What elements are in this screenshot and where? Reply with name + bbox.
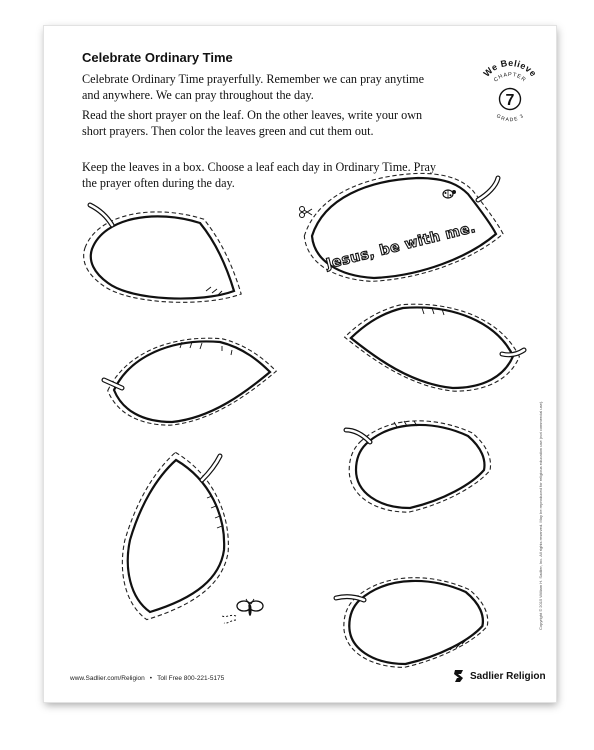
seal-top-text: We Believe (481, 57, 539, 79)
keep-leaves-paragraph: Keep the leaves in a box. Choose a leaf each day in Ordinary Time. Pray the prayer often during the day. (82, 160, 437, 190)
seal-grade-label: GRADE 3 (495, 113, 526, 124)
instructions-paragraph: Read the short prayer on the leaf. On the other leaves, write your own short prayers. Then color the leaves green and cut them out. (82, 108, 423, 138)
leaf-1 (84, 205, 242, 302)
sadlier-logo-icon (452, 669, 466, 683)
website-link[interactable]: www.Sadlier.com/Religion (70, 675, 145, 682)
footer-contact (70, 675, 224, 682)
sadlier-brand (452, 669, 546, 683)
leaf-3 (104, 338, 276, 425)
worksheet-title: Celebrate Ordinary Time (82, 50, 233, 65)
footer-separator: • (149, 675, 153, 682)
seal-chapter-number: 7 (505, 92, 515, 109)
worksheet-page (44, 26, 556, 702)
leaf-prayer-text: Jesus, be with me. (324, 219, 478, 273)
butterfly-icon (222, 599, 263, 623)
seal-chapter-label: CHAPTER (493, 71, 527, 84)
leaf-2-with-prayer (304, 173, 503, 281)
leaf-cutouts (44, 26, 556, 702)
leaf-5 (346, 421, 491, 512)
phone-number: Toll Free 800-221-5175 (157, 675, 225, 682)
scissors-icon (300, 207, 313, 218)
intro-paragraph: Celebrate Ordinary Time prayerfully. Remember we can pray anytime and anywhere. We can pray throughout the day. (82, 72, 425, 102)
leaf-6 (122, 452, 228, 619)
copyright-notice: Copyright © 2015 William H. Sadlier, Inc. All rights reserved. May be reproduced for religious education use (not commercial use). (538, 400, 543, 630)
leaf-7 (336, 578, 488, 668)
leaf-4 (345, 304, 524, 391)
brand-name: Sadlier Religion (470, 670, 546, 682)
